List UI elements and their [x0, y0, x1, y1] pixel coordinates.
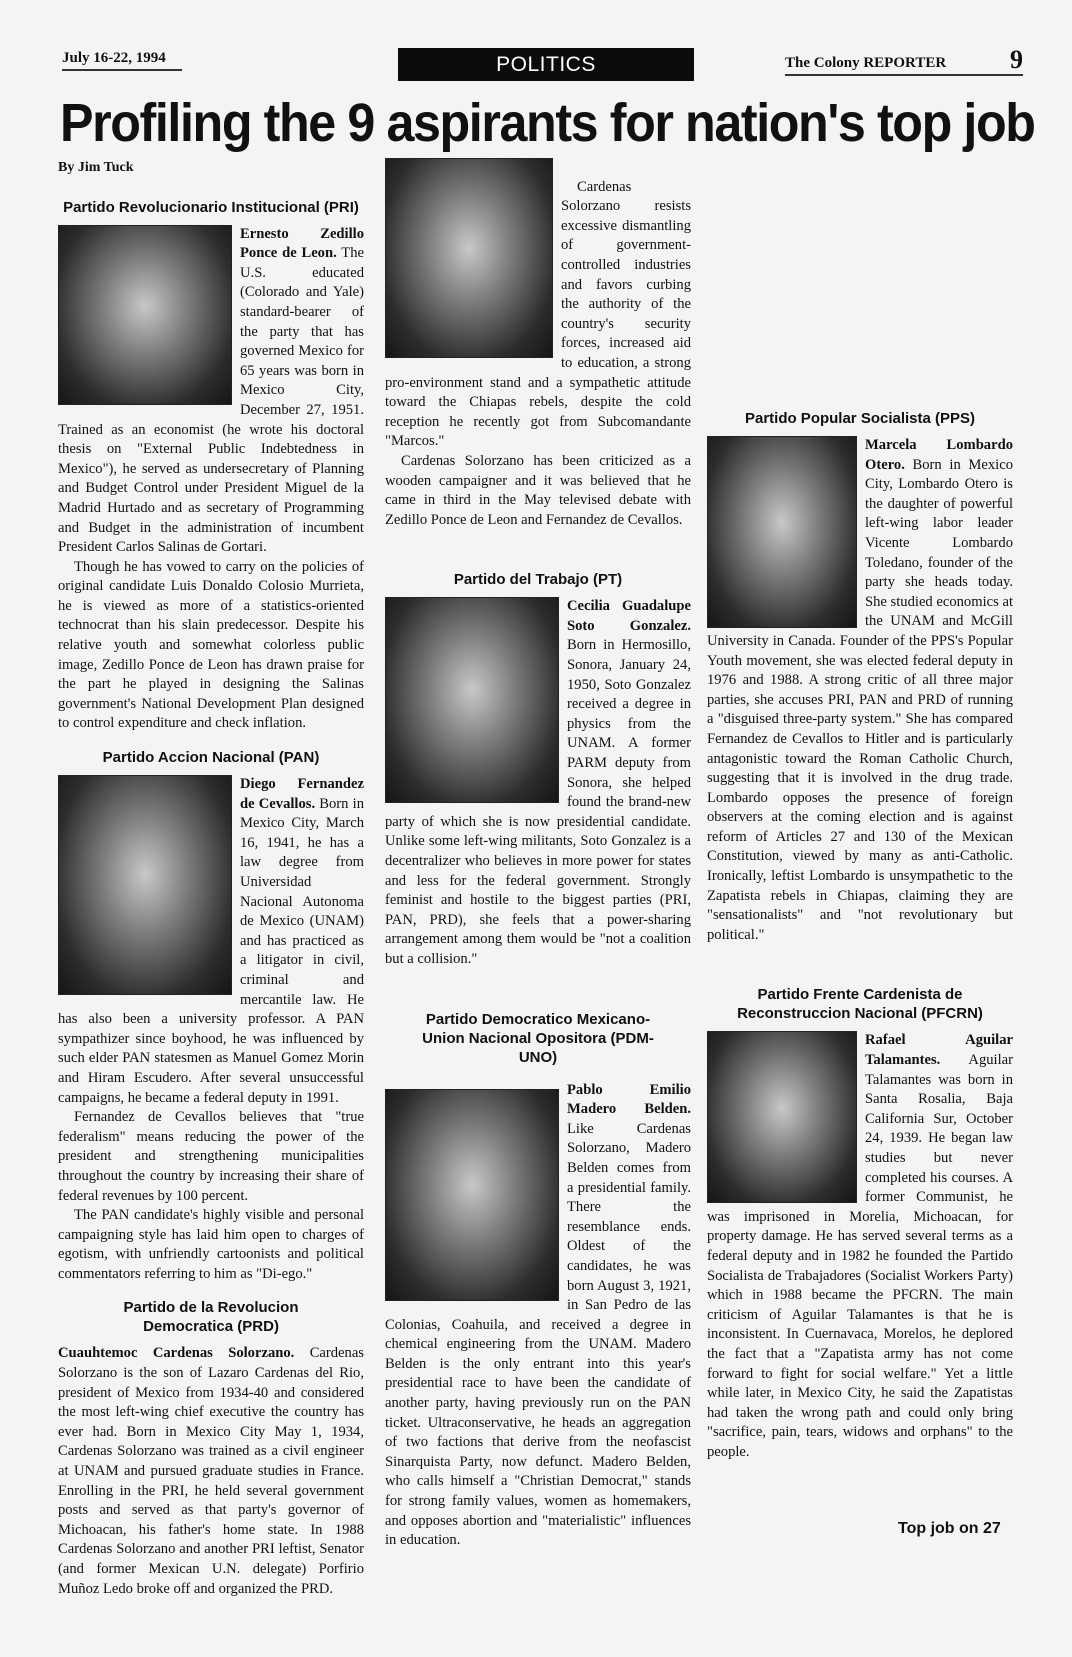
party-heading-pfcrn: Partido Frente Cardenista de Reconstruccion Nacional (PFCRN): [737, 986, 983, 1023]
issue-date: July 16-22, 1994: [62, 50, 182, 71]
photo-lombardo: [707, 436, 857, 628]
party-heading-pdm: Partido Democratico Mexicano-Union Nacional Opositora (PDM-UNO): [422, 1010, 654, 1066]
profile-pri-p2: Though he has vowed to carry on the policies of original candidate Luis Donaldo Colosio Murrieta, he is viewed as more of a statistics-oriented technocrat than his slain predecessor. Despite his relative youth and somewhat colorless public image, Zedillo Ponce de Leon has drawn praise for the part he played in designing the Salinas government's National Development Plan designed to control expenditure and check inflation.: [58, 558, 364, 732]
column-3: [707, 395, 1013, 1463]
column-1: [58, 158, 364, 1599]
profile-text: Like Cardenas Solorzano, Madero Belden comes from a presidential family. There the resemblance ends. Oldest of the candidates, he was born August 3, 1921, in San Pedro de las Colonias, Coahuila, and received a degree in chemical engineering from the UNAM. Madero Belden is the only entrant into this year's presidential race to have been the candidate of another party, having previously run on the PAN ticket. Ultraconservative, he heads an aggregation of two factions that derive from the neofascist Sinarquista Party, now defunct. Madero Belden, who calls himself a "Christian Democrat," stands for strong family values, women as homemakers, and opposes abortion and "materialistic" influences in education.: [385, 1120, 691, 1549]
profile-text: Aguilar Talamantes was born in Santa Rosalia, Baja California Sur, October 24, 1939. He began law studies but never completed his courses. A former Communist, he was imprisoned in Morelia, Michoacan, for property damage. He has served several terms as a federal deputy and in 1982 he founded the Partido Socialista de Trabajadores (Socialist Workers Party) which in 1988 became the PFCRN. The main criticism of Aguilar Talamantes is that he is inconsistent. In Cuernavaca, Morelos, he deplored the fact that a "Zapatista army has not come forward to fight for social welfare." Yet a little while later, in Mexico City, he said the Zapatistas had taken the wrong path and could only bring "sacrifice, pain, tears, widows and orphans" to the people.: [707, 1052, 1013, 1460]
party-heading-pps: Partido Popular Socialista (PPS): [744, 410, 976, 427]
party-heading-pri: Partido Revolucionario Institucional (PRI): [63, 198, 359, 216]
headline: Profiling the 9 aspirants for nation's top job: [60, 93, 1035, 153]
photo-madero: [385, 1089, 559, 1301]
profile-text: The U.S. educated (Colorado and Yale) standard-bearer of the party that has governed Mexico for 65 years was born in Mexico City, December 27, 1951. Trained as an economist (he wrote his doctoral thesis on "External Public Indebtedness in Mexico"), he served as undersecretary of Planning and Budget Control under President Miguel de la Madrid Hurtado and as secretary of Programming and Budget in the administration of incumbent President Carlos Salinas de Gortari.: [58, 245, 364, 556]
profile-prd-p3: Cardenas Solorzano has been criticized as a wooden campaigner and it was believed that he came in third in the May televised debate with Zedillo Ponce de Leon and Fernandez de Cevallos.: [385, 452, 691, 528]
candidate-name: Cuauhtemoc Cardenas Solorzano.: [58, 1345, 295, 1362]
byline: By Jim Tuck: [58, 160, 134, 175]
candidate-name: Rafael Aguilar Talamantes.: [865, 1032, 1013, 1069]
party-heading-prd: Partido de la Revolucion Democratica (PRD): [123, 1299, 299, 1336]
photo-aguilar: [707, 1031, 857, 1203]
photo-cardenas: [385, 158, 553, 358]
section-label: POLITICS: [398, 48, 694, 81]
paper-name: The Colony REPORTER: [785, 55, 947, 71]
profile-prd-p2: Cardenas Solorzano resists excessive dismantling of government-controlled industries and favors curbing the authority of the country's security forces, increased aid to education, a strong pro-environment stand and a sympathetic attitude toward the Chiapas rebels, despite the cold reception he recently got from Subcomandante "Marcos.": [385, 178, 691, 450]
party-heading-pan: Partido Accion Nacional (PAN): [102, 749, 320, 767]
candidate-name: Ernesto Zedillo Ponce de Leon.: [240, 225, 364, 262]
profile-text: Born in Mexico City, March 16, 1941, he has a law degree from Universidad Nacional Autonoma de Mexico (UNAM) and has practiced as a litigator in civil, criminal and mercantile law. He has also been a university professor. A PAN sympathizer since boyhood, he was influenced by such elder PAN statesmen as Manuel Gomez Morin and Hiram Escudero. After several unsuccessful campaigns, he became a federal deputy in 1991.: [58, 795, 364, 1106]
paper-masthead: [785, 45, 1023, 76]
profile-text: Cardenas Solorzano is the son of Lazaro Cardenas del Rio, president of Mexico from 1934-40 and considered the most left-wing chief executive the country has ever had. Born in Mexico City May 1, 1934, Cardenas Solorzano was trained as a civil engineer at UNAM and pursued graduate studies in France. Enrolling in the PRI, he held several government posts and served as that party's governor of Michoacan, his father's home state. In 1988 Cardenas Solorzano and another PRI leftist, Senator (and former Mexican U.N. delegate) Porfirio Muñoz Ledo broke off and organized the PRD.: [58, 1345, 364, 1597]
candidate-name: Diego Fernandez de Cevallos.: [240, 776, 364, 812]
profile-pan-p3: The PAN candidate's highly visible and personal campaigning style has laid him open to charges of egotism, with unfriendly cartoonists and political commentators referring to him as "Di-ego.": [58, 1207, 364, 1282]
party-heading-pt: Partido del Trabajo (PT): [453, 571, 623, 589]
candidate-name: Cecilia Guadalupe Soto Gonzalez.: [567, 598, 691, 634]
profile-pan-p2: Fernandez de Cevallos believes that "true federalism" means reducing the power of the president and strengthening municipalities throughout the country by increasing their share of federal revenues by 100 percent.: [58, 1109, 364, 1204]
candidate-name: Marcela Lombardo Otero.: [865, 437, 1013, 473]
profile-text: Born in Hermosillo, Sonora, January 24, 1950, Soto Gonzalez received a degree in physics from the UNAM. A former PARM deputy from Sonora, she helped found the brand-new party of which she is now presidential candidate. Unlike some left-wing militants, Soto Gonzalez is a decentralizer who believes in more power for states and less for the federal government. Strongly feminist and hostile to the biggest parties (PRI, PAN, PRD), she feels that a power-sharing arrangement among them would be "not a coalition but a collision.": [385, 637, 691, 967]
column-2: [385, 158, 691, 1551]
profile-text: Born in Mexico City, Lombardo Otero is the daughter of powerful left-wing labor leader Vicente Lombardo Toledano, founder of the party she heads today. She studied economics at the UNAM and McGill University in Canada. Founder of the PPS's Popular Youth movement, she was elected federal deputy in 1976 and 1988. A strong critic of all three major parties, she accuses PRI, PAN and PRD of running a "disguised three-party system." She has compared Fernandez de Cevallos to Hitler and is particularly antagonistic toward the Roman Catholic Church, suggesting that it is involved in the drug trade. Lombardo opposes the presence of foreign observers at the coming election and is against reform of Articles 27 and 130 of the Mexican Constitution, viewed by many as anti-Catholic. Ironically, leftist Lombardo is unsympathetic to the Zapatista rebels in Chiapas, claiming they are "sensationalists" and "not revolutionary but political.": [707, 456, 1013, 943]
profile-prd-p1: [58, 1344, 364, 1599]
page-number: 9: [1010, 45, 1023, 74]
photo-zedillo: [58, 225, 232, 405]
continued-jump-line: Top job on 27: [898, 1520, 1001, 1537]
candidate-name: Pablo Emilio Madero Belden.: [567, 1081, 691, 1118]
photo-fernandez: [58, 775, 232, 995]
photo-soto: [385, 597, 559, 803]
